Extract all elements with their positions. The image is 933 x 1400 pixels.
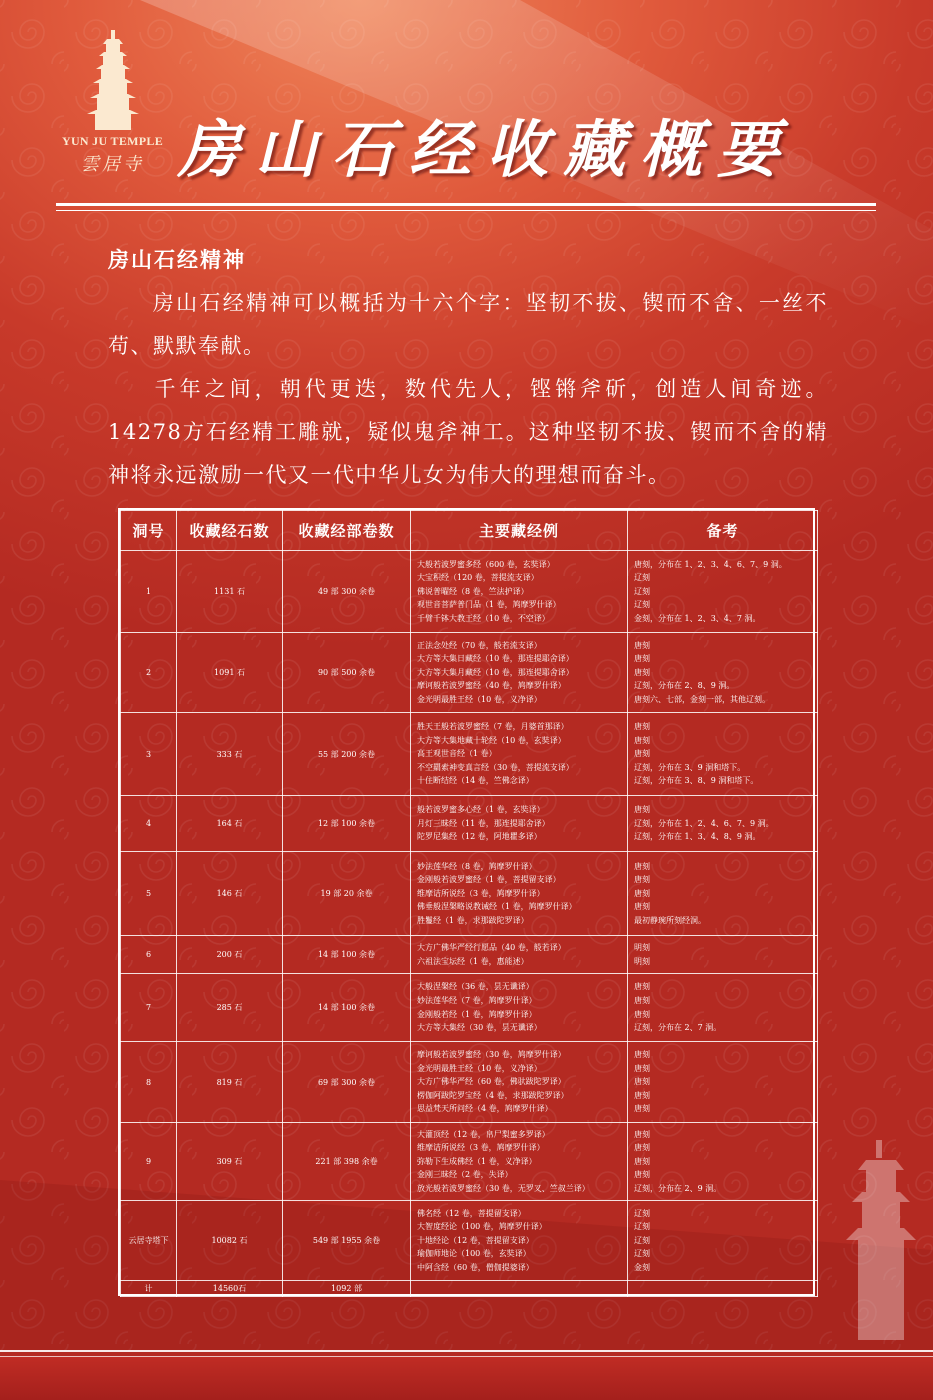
note-line: 唐刻 [634, 749, 650, 759]
sutra-line: 大宝积经（120 卷，菩提流支译） [417, 573, 539, 583]
note-line: 唐刻 [634, 1077, 650, 1087]
cell-cave: 云居寺塔下 [121, 1201, 177, 1281]
cell-stones: 1131 石 [177, 551, 283, 633]
header-cave: 洞号 [121, 511, 177, 551]
note-line: 唐刻 [634, 1104, 650, 1114]
note-line: 唐刻 [634, 982, 650, 992]
cell-sutras [411, 1201, 628, 1281]
note-line: 辽刻 [634, 1222, 650, 1232]
cell-volumes: 19 部 20 余卷 [283, 852, 411, 936]
cell-cave: 6 [121, 936, 177, 974]
table-row [121, 713, 818, 796]
cell-volumes: 14 部 100 余卷 [283, 936, 411, 974]
sutra-line: 摩诃般若波罗蜜经（40 卷，鸠摩罗什译） [417, 681, 566, 691]
total-volumes: 1092 部 [283, 1281, 411, 1297]
note-line: 唐刻 [634, 735, 650, 745]
table-row [121, 796, 818, 852]
cell-stones: 1091 石 [177, 633, 283, 713]
cell-sutras [411, 633, 628, 713]
note-line: 辽刻，分布在 1、2、4、6、7、9 洞。 [634, 818, 774, 828]
sutra-line: 观世音菩萨普门品（1 卷，鸠摩罗什译） [417, 600, 561, 610]
total-stones: 14560石 [177, 1281, 283, 1297]
header-sutras: 主要藏经例 [411, 511, 628, 551]
sutra-line: 十地经论（12 卷，菩提留支译） [417, 1235, 534, 1245]
sutra-line: 般若波罗蜜多心经（1 卷，玄奘译） [417, 805, 545, 815]
note-line: 辽刻，分布在 3、8、9 洞和塔下。 [634, 776, 759, 786]
cell-stones: 146 石 [177, 852, 283, 936]
sutra-line: 大方广佛华严经（60 卷，佛驮跋陀罗译） [417, 1077, 566, 1087]
cell-cave: 8 [121, 1042, 177, 1123]
cell-sutras [411, 796, 628, 852]
note-line: 辽刻，分布在 2、9 洞。 [634, 1183, 722, 1193]
sutra-line: 弥勒下生成佛经（1 卷，义净译） [417, 1156, 537, 1166]
sutra-line: 大方等大集经（30 卷，昙无谶译） [417, 1023, 542, 1033]
note-line: 唐刻 [634, 995, 650, 1005]
table-row [121, 974, 818, 1042]
table-row [121, 936, 818, 974]
cell-sutras [411, 974, 628, 1042]
sutra-line: 十住断结经（14 卷，竺佛念译） [417, 776, 534, 786]
note-line: 唐刻，分布在 1、2、3、4、6、7、9 洞。 [634, 559, 787, 569]
sutra-line: 佛名经（12 卷，菩提留支译） [417, 1208, 526, 1218]
cell-notes [628, 713, 818, 796]
note-line: 唐刻 [634, 1129, 650, 1139]
sutra-line: 金刚三昧经（2 卷，失译） [417, 1170, 513, 1180]
sutra-line: 正法念处经（70 卷，般若流支译） [417, 640, 542, 650]
pagoda-icon [83, 30, 143, 130]
header-notes: 备考 [628, 511, 818, 551]
cell-volumes: 55 部 200 余卷 [283, 713, 411, 796]
cell-cave: 9 [121, 1123, 177, 1201]
table-total-row [121, 1281, 818, 1297]
note-line: 唐刻 [634, 861, 650, 871]
cell-notes [628, 974, 818, 1042]
cell-volumes: 221 部 398 余卷 [283, 1123, 411, 1201]
table-row [121, 633, 818, 713]
sutra-line: 维摩诘所说经（3 卷，鸠摩罗什译） [417, 888, 545, 898]
cell-cave: 7 [121, 974, 177, 1042]
note-line: 唐刻 [634, 1143, 650, 1153]
sutra-line: 胜天王般若波罗蜜经（7 卷，月婆首那译） [417, 722, 569, 732]
note-line: 唐刻 [634, 875, 650, 885]
cell-cave: 5 [121, 852, 177, 936]
cell-stones: 819 石 [177, 1042, 283, 1123]
sutra-line: 大般涅槃经（36 卷，昙无谶译） [417, 982, 534, 992]
sutra-line: 大般若波罗蜜多经（600 卷，玄奘译） [417, 559, 555, 569]
total-label: 计 [121, 1281, 177, 1297]
cell-sutras [411, 852, 628, 936]
cell-notes [628, 1123, 818, 1201]
sutra-line: 大方等大集地藏十轮经（10 卷，玄奘译） [417, 735, 566, 745]
sutra-line: 金刚般若经（1 卷，鸠摩罗什译） [417, 1009, 537, 1019]
title-divider-thick [56, 203, 876, 206]
paragraph-spirit [108, 282, 828, 368]
temple-logo [55, 30, 170, 180]
cell-notes [628, 1042, 818, 1123]
sutra-line: 千臂千钵大教王经（10 卷，不空译） [417, 613, 550, 623]
note-line: 唐刻 [634, 1156, 650, 1166]
sutra-line: 大方等大集月藏经（10 卷，那连提耶舍译） [417, 667, 574, 677]
cell-volumes: 549 部 1955 余卷 [283, 1201, 411, 1281]
collection-table [118, 508, 815, 1296]
cell-cave: 4 [121, 796, 177, 852]
sutra-line: 六祖法宝坛经（1 卷，惠能述） [417, 956, 529, 966]
cell-sutras [411, 713, 628, 796]
cell-notes [628, 1201, 818, 1281]
cell-stones: 309 石 [177, 1123, 283, 1201]
note-line: 唐刻 [634, 1050, 650, 1060]
note-line: 辽刻，分布在 2、7 洞。 [634, 1023, 722, 1033]
cell-sutras [411, 551, 628, 633]
note-line: 唐刻 [634, 1090, 650, 1100]
note-line: 唐刻 [634, 1009, 650, 1019]
total-empty-sutras [411, 1281, 628, 1297]
note-line: 唐刻 [634, 654, 650, 664]
logo-english-name: YUN JU TEMPLE [61, 134, 164, 148]
note-line: 唐刻六、七部，金刻一部，其他辽刻。 [634, 694, 770, 704]
cell-notes [628, 551, 818, 633]
sutra-line: 佛垂般涅槃略说教诫经（1 卷，鸠摩罗什译） [417, 902, 577, 912]
sutra-line: 金刚般若波罗蜜经（1 卷，菩提留支译） [417, 875, 561, 885]
note-line: 辽刻 [634, 1249, 650, 1259]
cell-volumes: 69 部 300 余卷 [283, 1042, 411, 1123]
table-row [121, 551, 818, 633]
sutra-line: 妙法莲华经（7 卷，鸠摩罗什译） [417, 995, 537, 1005]
sutra-line: 佛说普曜经（8 卷，竺法护译） [417, 586, 529, 596]
sutra-line: 大方等大集日藏经（10 卷，那连提耶舍译） [417, 654, 574, 664]
table-row [121, 1201, 818, 1281]
section-heading: 房山石经精神 [108, 247, 246, 272]
paragraph-history-text: 千年之间，朝代更迭，数代先人，铿锵斧斫，创造人间奇迹。14278方石经精工雕就，疑似鬼斧神工。这种坚韧不拔、锲而不舍的精神将永远激励一代又一代中华儿女为伟大的理想而奋斗。 [108, 377, 828, 487]
sutra-line: 大方广佛华严经行愿品（40 卷，般若译） [417, 942, 566, 952]
note-line: 最初静琬所刻经洞。 [634, 915, 706, 925]
note-line: 唐刻 [634, 1170, 650, 1180]
cell-notes [628, 936, 818, 974]
sutra-line: 不空羂索神变真言经（30 卷，菩提流支译） [417, 762, 574, 772]
note-line: 唐刻 [634, 667, 650, 677]
table-row [121, 852, 818, 936]
note-line: 金刻 [634, 1262, 650, 1272]
cell-sutras [411, 1042, 628, 1123]
note-line: 辽刻 [634, 1235, 650, 1245]
footer-divider-thick [0, 1350, 933, 1352]
cell-cave: 3 [121, 713, 177, 796]
cell-volumes: 49 部 300 余卷 [283, 551, 411, 633]
header-volumes: 收藏经部卷数 [283, 511, 411, 551]
sutra-line: 高王观世音经（1 卷） [417, 749, 497, 759]
cell-volumes: 14 部 100 余卷 [283, 974, 411, 1042]
cell-cave: 2 [121, 633, 177, 713]
note-line: 唐刻 [634, 902, 650, 912]
note-line: 唐刻 [634, 888, 650, 898]
note-line: 金刻，分布在 1、2、3、4、7 洞。 [634, 613, 761, 623]
sutra-line: 胜鬘经（1 卷，求那跋陀罗译） [417, 915, 529, 925]
cell-volumes: 90 部 500 余卷 [283, 633, 411, 713]
note-line: 明刻 [634, 942, 650, 952]
sutra-line: 瑜伽师地论（100 卷，玄奘译） [417, 1249, 531, 1259]
note-line: 辽刻 [634, 573, 650, 583]
table-row [121, 1042, 818, 1123]
sutra-line: 大智度经论（100 卷，鸠摩罗什译） [417, 1222, 547, 1232]
cell-stones: 200 石 [177, 936, 283, 974]
header-stones: 收藏经石数 [177, 511, 283, 551]
sutra-line: 思益梵天所问经（4 卷，鸠摩罗什译） [417, 1104, 553, 1114]
cell-notes [628, 796, 818, 852]
sutra-line: 楞伽阿跋陀罗宝经（4 卷，求那跋陀罗译） [417, 1090, 569, 1100]
title-divider-thin [56, 210, 876, 211]
cell-stones: 333 石 [177, 713, 283, 796]
note-line: 唐刻 [634, 805, 650, 815]
footer-band [0, 1357, 933, 1400]
cell-stones: 10082 石 [177, 1201, 283, 1281]
sutra-line: 妙法莲华经（8 卷，鸠摩罗什译） [417, 861, 537, 871]
sutra-line: 金光明最胜王经（10 卷，义净译） [417, 694, 542, 704]
note-line: 辽刻，分布在 1、3、4、8、9 洞。 [634, 832, 761, 842]
table-row [121, 1123, 818, 1201]
sutra-line: 中阿含经（60 卷，僧伽提婆译） [417, 1262, 534, 1272]
pagoda-silhouette-icon [846, 1140, 916, 1340]
note-line: 辽刻 [634, 600, 650, 610]
cell-sutras [411, 1123, 628, 1201]
sutra-line: 金光明最胜王经（10 卷，义净译） [417, 1063, 542, 1073]
cell-stones: 164 石 [177, 796, 283, 852]
cell-volumes: 12 部 100 余卷 [283, 796, 411, 852]
note-line: 辽刻 [634, 1208, 650, 1218]
logo-chinese-name: 雲居寺 [81, 154, 144, 175]
note-line: 明刻 [634, 956, 650, 966]
cell-stones: 285 石 [177, 974, 283, 1042]
sutra-line: 摩诃般若波罗蜜经（30 卷，鸠摩罗什译） [417, 1050, 566, 1060]
sutra-line: 放光般若波罗蜜经（30 卷，无罗叉、竺叔兰译） [417, 1183, 590, 1193]
cell-notes [628, 633, 818, 713]
cell-cave: 1 [121, 551, 177, 633]
sutra-line: 月灯三昧经（11 卷，那连提耶舍译） [417, 818, 550, 828]
cell-sutras [411, 936, 628, 974]
sutra-line: 大灌顶经（12 卷，帛尸梨蜜多罗译） [417, 1129, 550, 1139]
sutra-line: 陀罗尼集经（12 卷，阿地瞿多译） [417, 832, 542, 842]
paragraph-history [108, 368, 828, 497]
total-empty-notes [628, 1281, 818, 1297]
page-title: 房山石经收藏概要 [178, 113, 795, 186]
note-line: 唐刻 [634, 640, 650, 650]
sutra-line: 维摩诘所说经（3 卷，鸠摩罗什译） [417, 1143, 545, 1153]
paragraph-spirit-text: 房山石经精神可以概括为十六个字：坚韧不拔、锲而不舍、一丝不苟、默默奉献。 [108, 291, 828, 358]
note-line: 辽刻，分布在 3、9 洞和塔下。 [634, 762, 746, 772]
cell-notes [628, 852, 818, 936]
note-line: 辽刻，分布在 2、8、9 洞。 [634, 681, 735, 691]
note-line: 唐刻 [634, 722, 650, 732]
table-header-row [121, 511, 818, 551]
note-line: 辽刻 [634, 586, 650, 596]
note-line: 唐刻 [634, 1063, 650, 1073]
